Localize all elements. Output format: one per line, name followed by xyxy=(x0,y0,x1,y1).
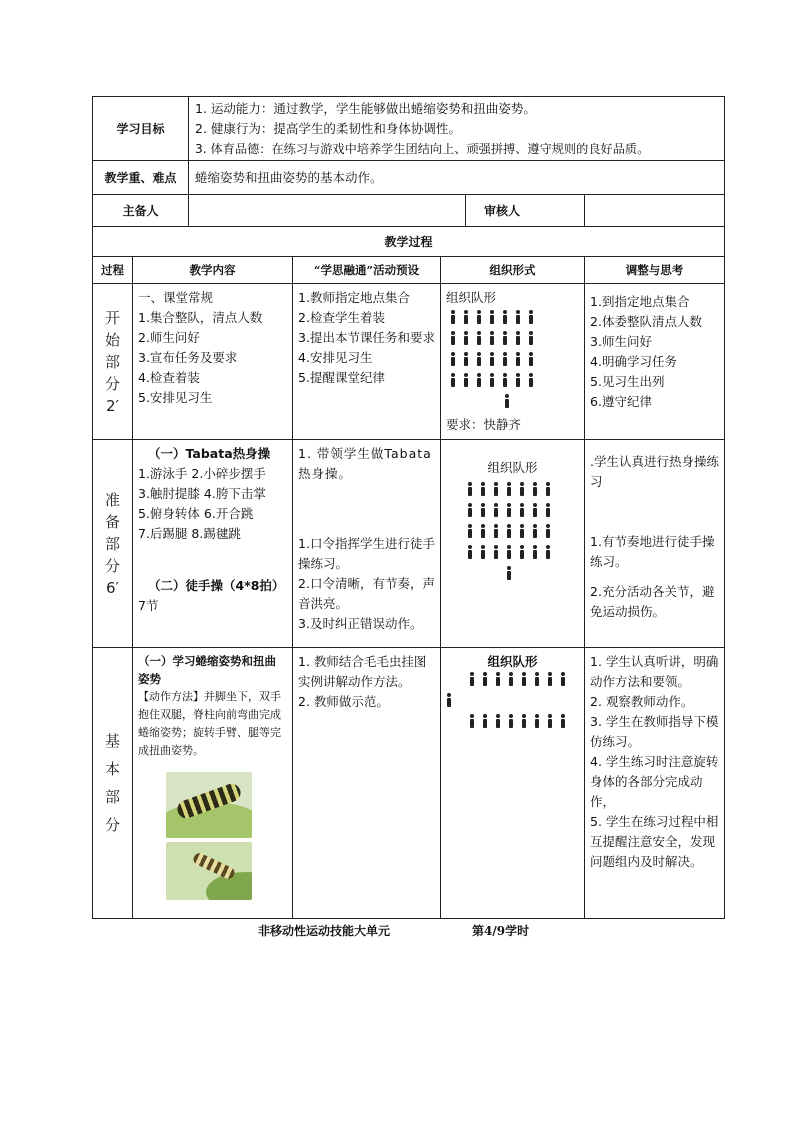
stage-start: 开 始 部 分 2′ xyxy=(93,284,133,440)
student-icon xyxy=(480,482,486,496)
student-icon xyxy=(560,672,566,686)
prepared-by-label: 主备人 xyxy=(93,195,189,227)
objective-line: 2. 健康行为：提高学生的柔韧性和身体协调性。 xyxy=(195,121,461,136)
student-icon xyxy=(502,373,508,387)
student-icon xyxy=(476,352,482,366)
student-icon xyxy=(493,524,499,538)
people-row xyxy=(93,195,725,227)
teacher-icon xyxy=(506,566,512,580)
student-icon xyxy=(519,482,525,496)
section-prep-row xyxy=(93,440,725,648)
student-icon xyxy=(521,672,527,686)
student-icon xyxy=(489,352,495,366)
student-icon xyxy=(515,352,521,366)
student-icon xyxy=(489,310,495,324)
objectives-label: 学习目标 xyxy=(93,97,189,161)
student-icon xyxy=(515,310,521,324)
student-icon xyxy=(495,672,501,686)
student-icon xyxy=(528,331,534,345)
key-points-text: 蜷缩姿势和扭曲姿势的基本动作。 xyxy=(189,161,725,195)
student-icon xyxy=(502,310,508,324)
student-icon xyxy=(532,482,538,496)
student-icon xyxy=(489,373,495,387)
student-icon xyxy=(534,672,540,686)
student-icon xyxy=(467,545,473,559)
main-reflection: 1. 学生认真听讲，明确动作方法和要领。 2. 观察教师动作。 3. 学生在教师指导下模仿练习。 4. 学生练习时注意旋转身体的各部分完成动作， 5. 学生在练习过程中相互提醒注意安全，发现问题组内及时解决。 xyxy=(585,648,725,919)
student-icon xyxy=(467,503,473,517)
org-title: 组织队形 xyxy=(487,460,538,475)
lesson-plan-sheet xyxy=(92,96,724,919)
student-icon xyxy=(450,373,456,387)
student-icon xyxy=(463,373,469,387)
main-activity: 1. 教师结合毛毛虫挂图实例讲解动作方法。 2. 教师做示范。 xyxy=(293,648,441,919)
student-icon xyxy=(469,714,475,728)
lesson-plan-table xyxy=(92,96,725,919)
header-organization: 组织形式 xyxy=(441,257,585,284)
student-icon xyxy=(480,503,486,517)
student-icon xyxy=(450,331,456,345)
main-content xyxy=(133,648,293,919)
main-title: （一）学习蜷缩姿势和扭曲姿势 xyxy=(138,654,276,686)
reviewer-value xyxy=(585,195,725,227)
student-icon xyxy=(547,672,553,686)
student-icon xyxy=(515,331,521,345)
process-title-row xyxy=(93,227,725,257)
footer-unit: 非移动性运动技能大单元 xyxy=(258,924,391,938)
student-icon xyxy=(532,524,538,538)
student-icon xyxy=(521,714,527,728)
formation-diagram xyxy=(446,308,579,415)
prepared-by-value xyxy=(189,195,466,227)
start-reflection: 1.到指定地点集合 2.体委整队清点人数 3.师生问好 4.明确学习任务 5.见习生出列 6.遵守纪律 xyxy=(585,284,725,440)
caterpillar-photo xyxy=(166,842,252,900)
student-icon xyxy=(547,714,553,728)
student-icon xyxy=(493,482,499,496)
main-method: 【动作方法】并脚坐下，双手抱住双腿，脊柱向前弯曲完成蜷缩姿势；旋转手臂、腿等完成扭曲姿势。 xyxy=(138,690,281,757)
student-icon xyxy=(463,352,469,366)
student-icon xyxy=(545,482,551,496)
student-icon xyxy=(450,352,456,366)
stage-prep: 准 备 部 分 6′ xyxy=(93,440,133,648)
formation-diagram xyxy=(446,478,579,587)
student-icon xyxy=(469,672,475,686)
student-icon xyxy=(493,545,499,559)
student-icon xyxy=(545,524,551,538)
prep-reflection: .学生认真进行热身操练习 1.有节奏地进行徒手操练习。 2.充分活动各关节，避免运动损伤。 xyxy=(585,440,725,648)
student-icon xyxy=(476,373,482,387)
student-icon xyxy=(532,545,538,559)
student-icon xyxy=(508,714,514,728)
header-activity: “学思融通”活动预设 xyxy=(293,257,441,284)
student-icon xyxy=(476,310,482,324)
student-icon xyxy=(545,545,551,559)
student-icon xyxy=(519,545,525,559)
table-header-row xyxy=(93,257,725,284)
student-icon xyxy=(560,714,566,728)
student-icon xyxy=(476,331,482,345)
student-icon xyxy=(534,714,540,728)
student-icon xyxy=(506,524,512,538)
key-points-row xyxy=(93,161,725,195)
footer-period: 第4/9学时 xyxy=(472,924,530,938)
start-activity: 1.教师指定地点集合 2.检查学生着装 3.提出本节课任务和要求 4.安排见习生 5.提醒课堂纪律 xyxy=(293,284,441,440)
student-icon xyxy=(506,503,512,517)
section-main-row xyxy=(93,648,725,919)
prep-title-1: （一）Tabata热身操 xyxy=(148,446,271,461)
org-title: 组织队形 xyxy=(487,654,538,669)
section-start-row xyxy=(93,284,725,440)
student-icon xyxy=(467,524,473,538)
student-icon xyxy=(506,545,512,559)
student-icon xyxy=(450,310,456,324)
teacher-icon xyxy=(446,693,452,707)
student-icon xyxy=(495,714,501,728)
student-icon xyxy=(519,524,525,538)
objectives-content xyxy=(189,97,725,161)
process-title: 教学过程 xyxy=(93,227,725,257)
student-icon xyxy=(519,503,525,517)
student-icon xyxy=(528,352,534,366)
student-icon xyxy=(467,482,473,496)
student-icon xyxy=(545,503,551,517)
student-icon xyxy=(463,331,469,345)
student-icon xyxy=(463,310,469,324)
student-icon xyxy=(493,503,499,517)
student-icon xyxy=(482,714,488,728)
student-icon xyxy=(502,352,508,366)
header-reflection: 调整与思考 xyxy=(585,257,725,284)
main-organization xyxy=(441,648,585,919)
student-icon xyxy=(515,373,521,387)
objective-line: 1. 运动能力：通过教学，学生能够做出蜷缩姿势和扭曲姿势。 xyxy=(195,101,536,116)
start-content: 一、课堂常规 1.集合整队，清点人数 2.师生问好 3.宣布任务及要求 4.检查着装 5.安排见习生 xyxy=(133,284,293,440)
student-icon xyxy=(480,545,486,559)
formation-diagram xyxy=(446,672,579,735)
prep-content: （一）Tabata热身操 1.游泳手 2.小碎步摆手 3.触肘提膝 4.胯下击掌 5.俯身转体 6.开合跳 7.后踢腿 8.踢毽跳 （二）徒手操（4*8拍） 7节 xyxy=(133,440,293,648)
student-icon xyxy=(480,524,486,538)
org-requirement: 要求：快静齐 xyxy=(446,417,522,432)
header-content: 教学内容 xyxy=(133,257,293,284)
stage-main: 基 本 部 分 xyxy=(93,648,133,919)
student-icon xyxy=(528,373,534,387)
caterpillar-photo xyxy=(166,772,252,838)
teacher-icon xyxy=(504,394,510,408)
student-icon xyxy=(502,331,508,345)
objective-line: 3. 体育品德：在练习与游戏中培养学生团结向上、顽强拼搏、遵守规则的良好品质。 xyxy=(195,142,650,156)
objectives-row xyxy=(93,97,725,161)
prep-organization xyxy=(441,440,585,648)
student-icon xyxy=(482,672,488,686)
student-icon xyxy=(489,331,495,345)
student-icon xyxy=(528,310,534,324)
prep-activity: 1. 带领学生做Tabata热身操。 1.口令指挥学生进行徒手操练习。 2.口令清晰，有节奏，声音洪亮。 3.及时纠正错误动作。 xyxy=(293,440,441,648)
key-points-label: 教学重、难点 xyxy=(93,161,189,195)
student-icon xyxy=(508,672,514,686)
student-icon xyxy=(506,482,512,496)
header-stage: 过程 xyxy=(93,257,133,284)
org-title: 组织队形 xyxy=(446,290,497,305)
reviewer-label: 审核人 xyxy=(466,195,585,227)
student-icon xyxy=(532,503,538,517)
start-organization xyxy=(441,284,585,440)
prep-title-2: （二）徒手操（4*8拍） xyxy=(148,578,285,593)
